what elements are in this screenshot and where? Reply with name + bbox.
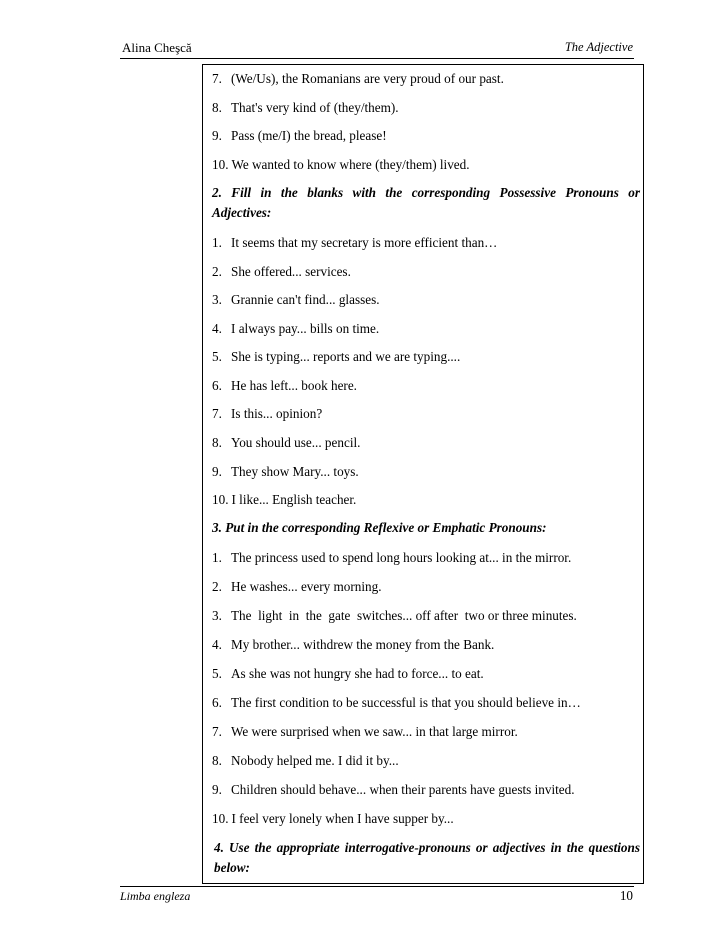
list-item: 7. (We/Us), the Romanians are very proud of our past. — [212, 71, 504, 86]
page-number: 10 — [619, 888, 633, 903]
footer-rule — [120, 886, 634, 887]
list-item: 7. We were surprised when we saw... in that large mirror. — [212, 724, 518, 739]
header-title: The Adjective — [564, 40, 633, 54]
list-item: 4. I always pay... bills on time. — [212, 321, 380, 336]
header-rule — [120, 58, 634, 59]
header-author: Alina Cheşcă — [122, 40, 192, 55]
list-item: 5. She is typing... reports and we are typing.... — [212, 349, 461, 364]
list-item: 6. The first condition to be successful is that you should believe in… — [212, 695, 581, 710]
list-item: 9. They show Mary... toys. — [212, 464, 359, 479]
list-item: 9. Pass (me/I) the bread, please! — [212, 128, 387, 143]
section-4-heading: 4. Use the appropriate interrogative-pronouns or adjectives in the questions below: — [214, 840, 640, 875]
list-item: 7. Is this... opinion? — [212, 406, 323, 421]
list-item: 8. That's very kind of (they/them). — [212, 100, 399, 115]
list-item: 9. Children should behave... when their parents have guests invited. — [212, 782, 575, 797]
list-item: 6. He has left... book here. — [212, 378, 357, 393]
list-item: 3. The light in the gate switches... off after two or three minutes. — [212, 608, 577, 623]
section-3-heading: 3. Put in the corresponding Reflexive or Emphatic Pronouns: — [212, 520, 547, 535]
list-item: 4. My brother... withdrew the money from the Bank. — [212, 637, 495, 652]
list-item: 8. Nobody helped me. I did it by... — [212, 753, 399, 768]
list-item: 2. She offered... services. — [212, 264, 351, 279]
footer-label: Limba engleza — [120, 889, 191, 903]
section-2-heading: 2. Fill in the blanks with the corresponding Possessive Pronouns or Adjectives: — [212, 185, 640, 220]
list-item: 10. We wanted to know where (they/them) lived. — [212, 157, 470, 172]
list-item: 3. Grannie can't find... glasses. — [212, 292, 380, 307]
list-item: 1. It seems that my secretary is more efficient than… — [212, 235, 498, 250]
list-item: 2. He washes... every morning. — [212, 579, 382, 594]
list-item: 8. You should use... pencil. — [212, 435, 361, 450]
list-item: 10. I feel very lonely when I have supper by... — [212, 811, 454, 826]
list-item: 5. As she was not hungry she had to force... to eat. — [212, 666, 484, 681]
list-item: 1. The princess used to spend long hours looking at... in the mirror. — [212, 550, 572, 565]
list-item: 10. I like... English teacher. — [212, 492, 357, 507]
